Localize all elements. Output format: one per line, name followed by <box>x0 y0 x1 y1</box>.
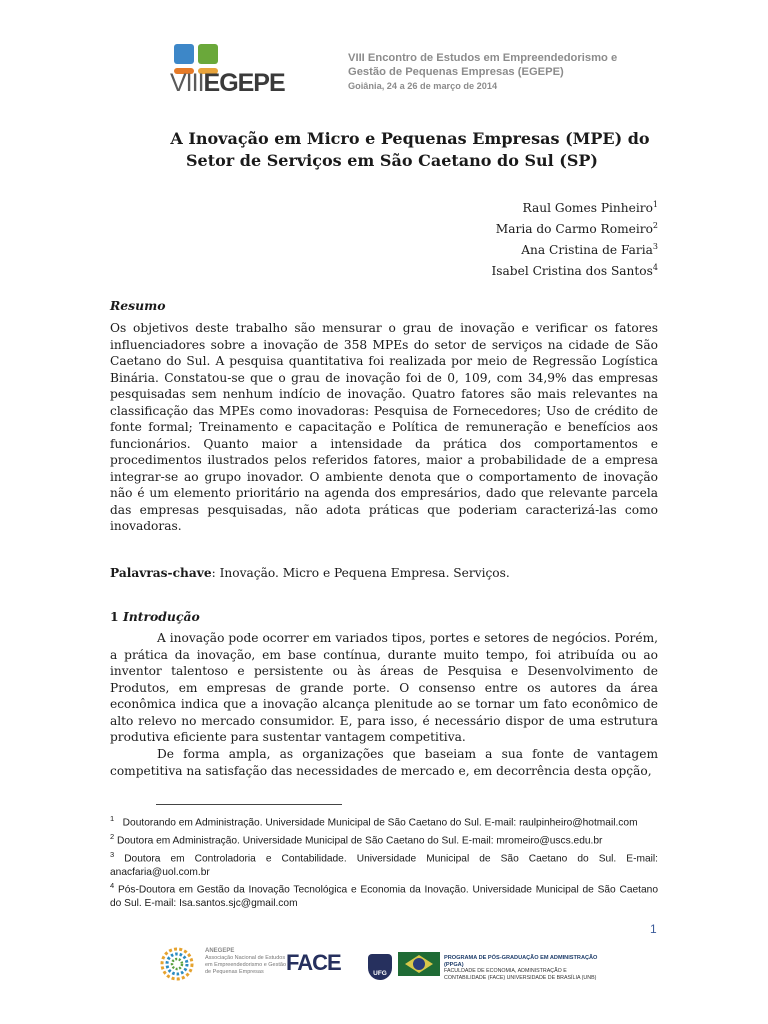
footnote: $^1$ Doutorando em Administração. Universidade Municipal de São Caetano do Sul. E-mail: raulpinheiro@hotmail.com <box>110 814 638 829</box>
brazil-flag-icon <box>398 952 440 976</box>
section-heading-introduction: 1 Introdução <box>110 609 200 624</box>
keywords-label: Palavras-chave <box>110 566 212 580</box>
author-list <box>491 196 658 280</box>
footnote: $^3$ Doutora em Controladoria e Contabilidade. Universidade Municipal de São Caetano do Sul. E-mail: anacfaria@uol.com.br <box>110 849 658 878</box>
footnote: $^2$ Doutora em Administração. Universidade Municipal de São Caetano do Sul. E-mail: mromeiro@uscs.edu.br <box>110 831 603 847</box>
face-wordmark: FACE <box>286 950 341 975</box>
ufg-shield-icon: UFG <box>368 954 392 980</box>
footnote-separator <box>156 804 342 805</box>
keywords-text: : Inovação. Micro e Pequena Empresa. Serviços. <box>211 566 510 580</box>
logo-square-blue <box>174 44 194 64</box>
logo-square-green <box>198 44 218 64</box>
footnotes <box>110 812 658 911</box>
egepe-logo <box>168 44 328 96</box>
paper-title <box>100 128 720 172</box>
logo-wordmark: VIIIEGEPE <box>170 69 285 97</box>
author: Isabel Cristina dos Santos$^4$ <box>491 263 658 279</box>
ppga-logo-text: PROGRAMA DE PÓS-GRADUAÇÃO EM ADMINISTRAÇÃO (PPGA) FACULDADE DE ECONOMIA, ADMINISTRAÇÃO E CONTABILIDADE (FACE) UNIVERSIDADE DE BRASÍLIA (UNB) <box>444 955 598 981</box>
anegepe-description: ANEGEPE Associação Nacional de Estudos em Empreendedorismo e Gestão de Pequenas Empresas <box>205 948 287 975</box>
abstract-text: Os objetivos deste trabalho são mensurar o grau de inovação e verificar os fatores influenciadores sobre a inovação de 358 MPEs do setor de serviços na cidade de São Caetano do Sul. A pesquisa quantitativa foi realizada por meio de Regressão Logística Binária. Constatou-se que o grau de inovação foi de 0, 109, com 34,9% das empresas pesquisadas sem nenhum indício de inovação. Quatro fatores são mais relevantes na classificação das MPEs como inovadoras: Pesquisa de Fornecedores; Uso de crédito de fonte formal; Treinamento e capacitação e Política de remuneração e benefícios aos funcionários. Quanto maior a intensidade da prática dos comportamentos e procedimentos ilustrados pelos referidos fatores, maior a probabilidade de a empresa integrar-se ao grupo inovador. O ambiente denota que o comportamento de inovação não é um elemento prioritário na agenda dos empresários, dado que relevante parcela das empresas pesquisadas, não adota práticas que poderiam caracterizá-las como inovadoras. <box>110 321 658 533</box>
author-note-mark: 3 <box>652 242 658 252</box>
page-number: 1 <box>650 922 657 936</box>
footnote: $^4$ Pós-Doutora em Gestão da Inovação Tecnológica e Economia da Inovação. Universidade Municipal de São Caetano do Sul. E-mail: Isa.santos.sjc@gmail.com <box>110 881 658 910</box>
face-ufg-logo <box>286 950 392 986</box>
title-line-2: Setor de Serviços em São Caetano do Sul (SP) <box>185 151 598 170</box>
keywords <box>110 566 510 580</box>
author: Ana Cristina de Faria$^3$ <box>521 242 658 258</box>
author: Raul Gomes Pinheiro$^1$ <box>522 200 658 216</box>
event-header <box>348 51 688 93</box>
author-note-mark: 1 <box>652 200 658 209</box>
sponsor-footer <box>0 940 768 990</box>
anegepe-logo-icon <box>154 944 200 984</box>
event-line-2: Gestão de Pequenas Empresas (EGEPE) <box>348 66 564 78</box>
event-line-1: VIII Encontro de Estudos em Empreendedorismo e <box>348 52 618 64</box>
title-line-1: A Inovação em Micro e Pequenas Empresas (MPE) do <box>170 129 650 148</box>
author-note-mark: 4 <box>652 263 658 273</box>
intro-paragraph-2: De forma ampla, as organizações que baseiam a sua fonte de vantagem competitiva na satisfação das necessidades de mercado e, em decorrência desta opção, <box>110 747 658 778</box>
author-note-mark: 2 <box>652 221 658 231</box>
abstract-heading: Resumo <box>110 298 166 313</box>
intro-paragraph-1: A inovação pode ocorrer em variados tipos, portes e setores de negócios. Porém, a prática da inovação, em base contínua, durante muito tempo, foi atribuída ou ao inventor talentoso e persistente ou às áreas de Pesquisa e Desenvolvimento de Produtos, em empresas de grande porte. O consenso entre os autores da área econômica indica que a inovação alcança plenitude ao se tornar um fato econômico de alto relevo no mercado consumidor. E, para isso, é necessário dispor de uma estrutura produtiva eficiente para sustentar vantagem competitiva. <box>110 631 658 744</box>
event-location: Goiânia, 24 a 26 de março de 2014 <box>348 81 498 91</box>
author: Maria do Carmo Romeiro$^2$ <box>495 221 658 237</box>
